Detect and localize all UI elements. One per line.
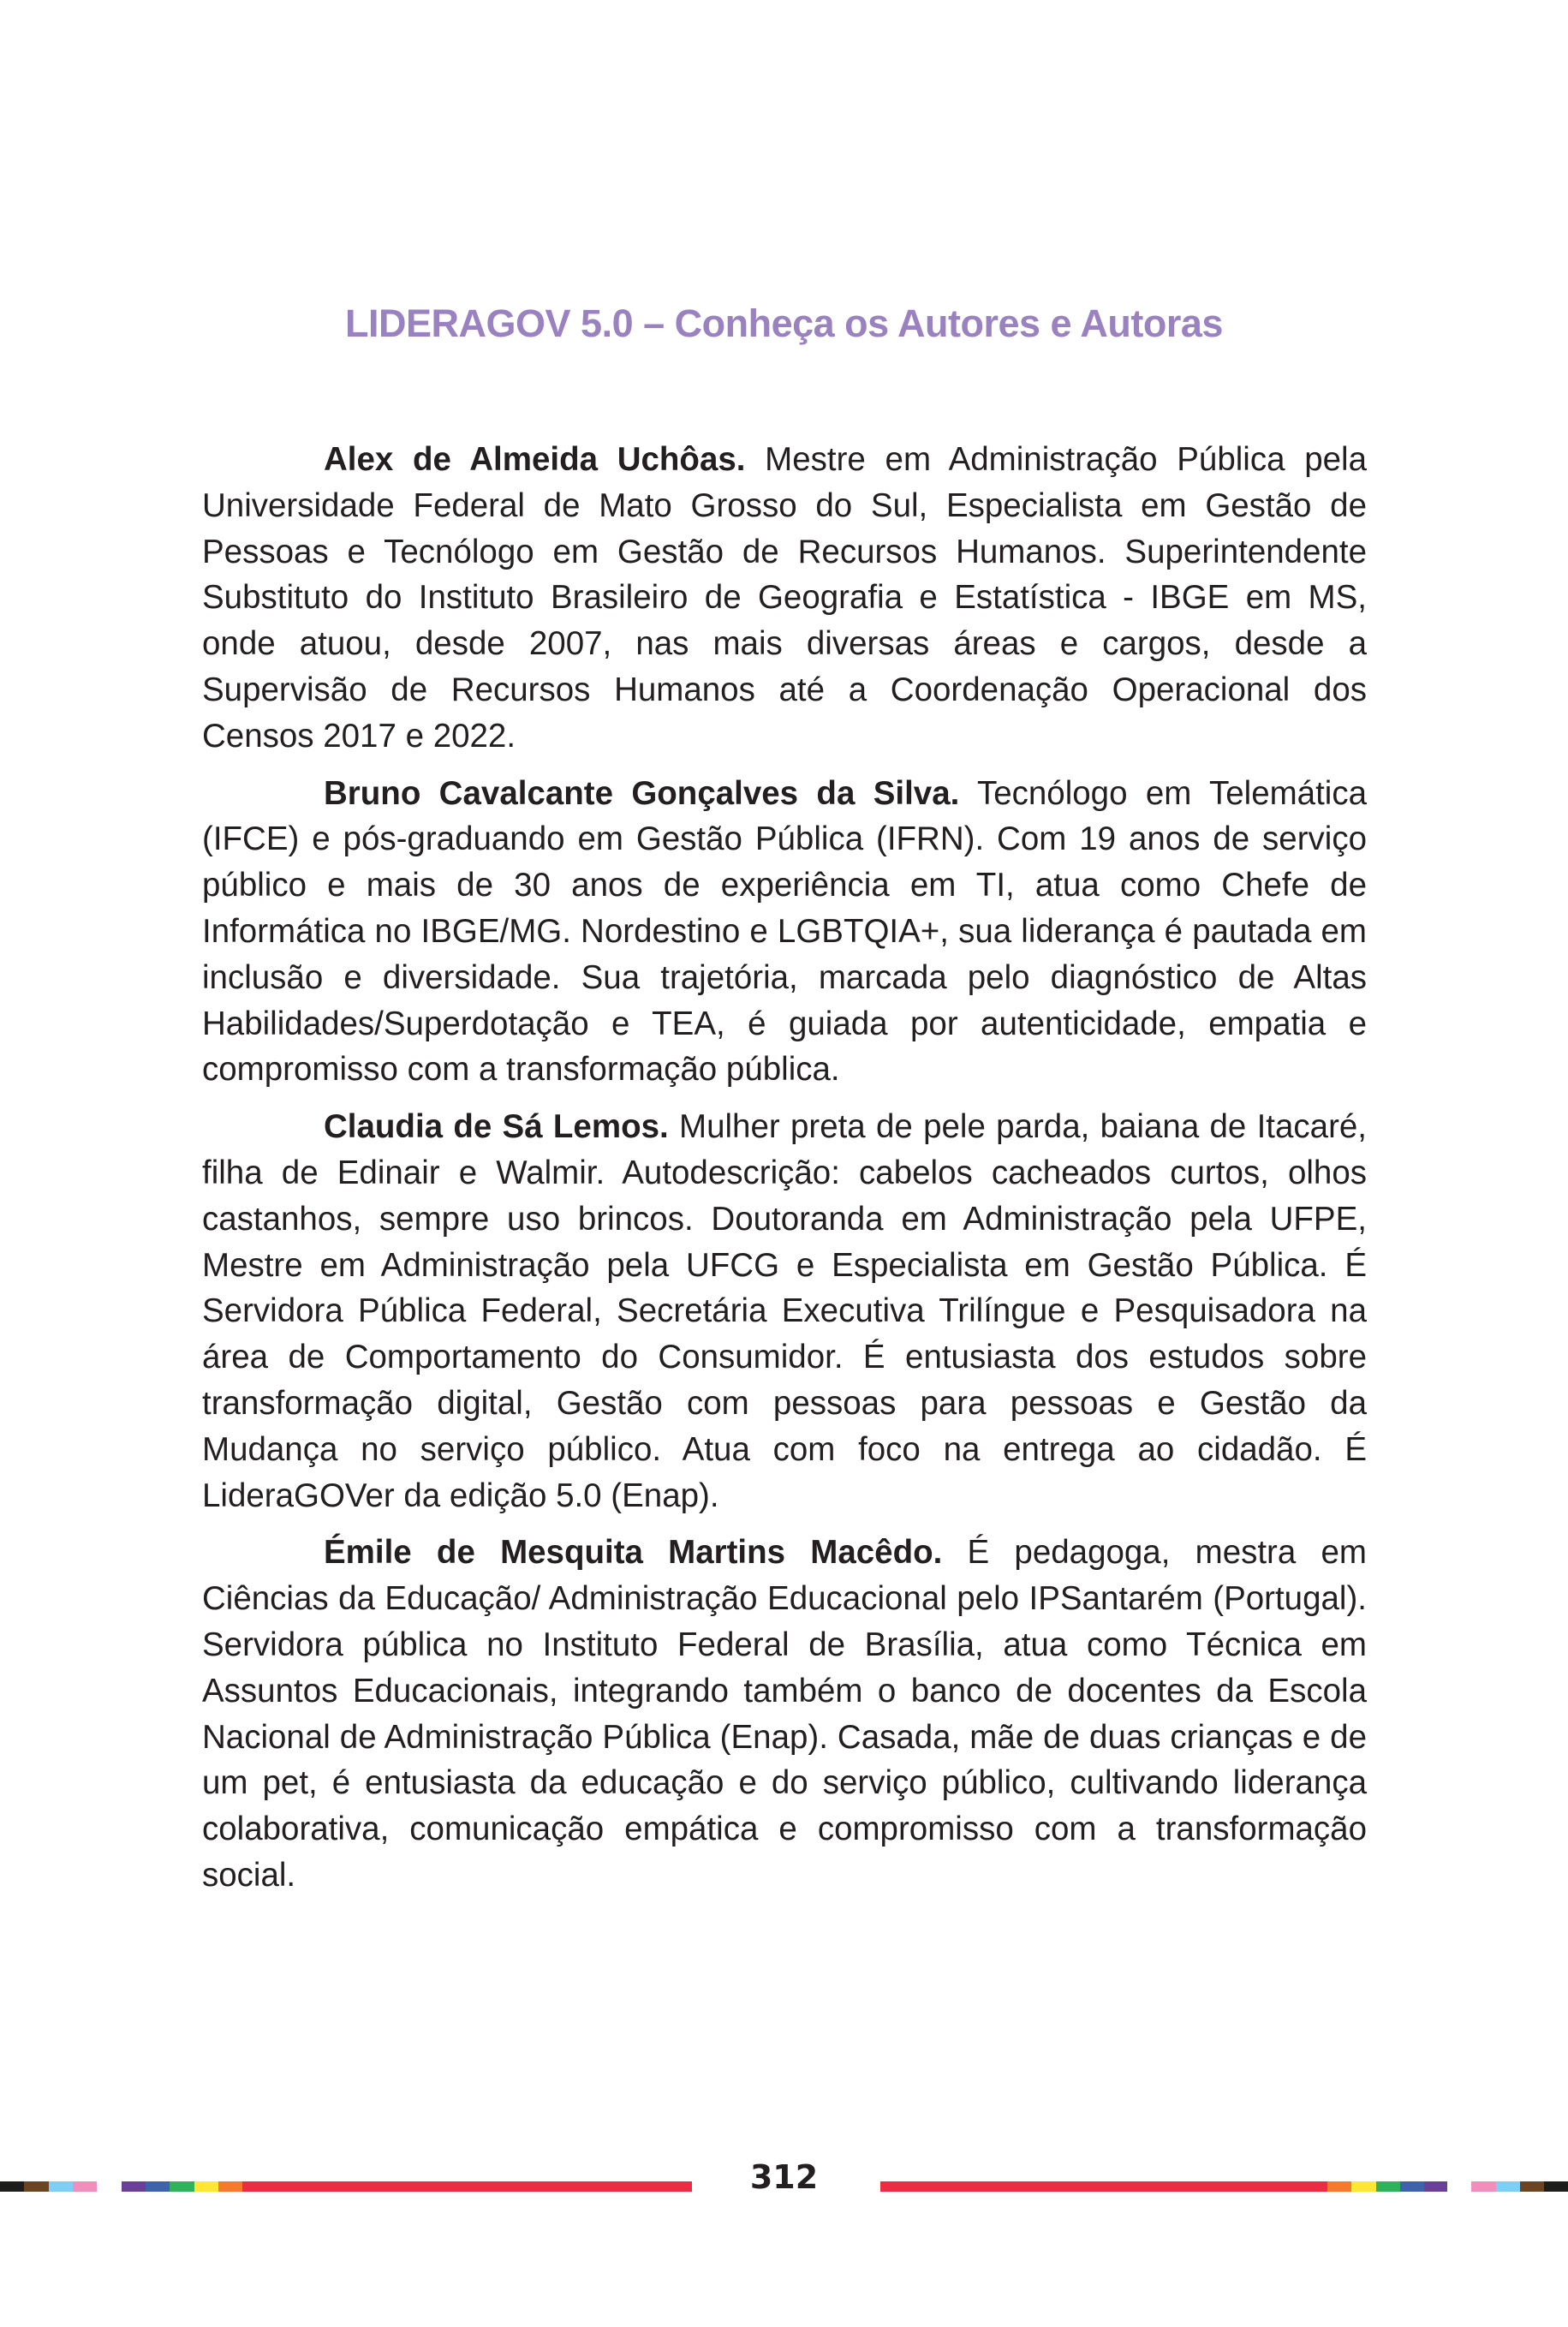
author-name: Alex de Almeida Uchôas. (324, 441, 746, 478)
page-number: 312 (749, 2158, 819, 2196)
author-description: Tecnólogo em Telemática (IFCE) e pós-graduando em Gestão Pública (IFRN). Com 19 anos de serviço público e mais de 30 anos de experiência em TI, atua como Chefe de Informática no IBGE/MG. Nordestino e LGBTQIA+, sua liderança é pautada em inclusão e diversidade. Sua trajetória, marcada pelo diagnóstico de Altas Habilidades/Superdotação e TEA, é guiada por autenticidade, empatia e compromisso com a transformação pública. (202, 774, 1367, 1089)
author-bios (202, 437, 1367, 1910)
author-bio (202, 771, 1367, 1094)
author-description: Mestre em Administração Pública pela Universidade Federal de Mato Grosso do Sul, Especialista em Gestão de Pessoas e Tecnólogo em Gestão de Recursos Humanos. Superintendente Substituto do Instituto Brasileiro de Geografia e Estatística - IBGE em MS, onde atuou, desde 2007, nas mais diversas áreas e cargos, desde a Supervisão de Recursos Humanos até a Coordenação Operacional dos Censos 2017 e 2022. (202, 441, 1367, 755)
author-description: É pedagoga, mestra em Ciências da Educação/ Administração Educacional pelo IPSantarém (Portugal). Servidora pública no Instituto Federal de Brasília, atua como Técnica em Assuntos Educacionais, integrando também o banco de docentes da Escola Nacional de Administração Pública (Enap). Casada, mãe de duas crianças e de um pet, é entusiasta da educação e do serviço público, cultivando liderança colaborativa, comunicação empática e compromisso com a transformação social. (202, 1534, 1367, 1894)
stripe-black (1544, 2181, 1568, 2192)
stripe-yellow (1351, 2181, 1376, 2192)
stripe-orange (1327, 2181, 1351, 2192)
author-description: Mulher preta de pele parda, baiana de Itacaré, filha de Edinair e Walmir. Autodescrição: cabelos cacheados curtos, olhos castanhos, sempre uso brincos. Doutoranda em Administração pela UFPE, Mestre em Administração pela UFCG e Especialista em Gestão Pública. É Servidora Pública Federal, Secretária Executiva Trilíngue e Pesquisadora na área de Comportamento do Consumidor. É entusiasta dos estudos sobre transformação digital, Gestão com pessoas para pessoas e Gestão da Mudança no serviço público. Atua com foco na entrega ao cidadão. É LideraGOVer da edição 5.0 (Enap). (202, 1108, 1368, 1514)
stripe-light-blue (1496, 2181, 1520, 2192)
author-bio (202, 1530, 1367, 1898)
stripe-purple (1424, 2181, 1447, 2192)
stripe-pink (1471, 2181, 1496, 2192)
stripe-blue (1400, 2181, 1424, 2192)
author-name: Bruno Cavalcante Gonçalves da Silva. (324, 774, 960, 812)
page-title: LIDERAGOV 5.0 – Conheça os Autores e Autoras (345, 301, 1223, 345)
author-name: Claudia de Sá Lemos. (324, 1108, 669, 1146)
author-name: Émile de Mesquita Martins Macêdo. (324, 1534, 943, 1572)
stripe-green (1376, 2181, 1400, 2192)
stripe-brown (1520, 2181, 1544, 2192)
author-bio (202, 437, 1367, 760)
stripe-red (880, 2181, 1327, 2192)
author-bio (202, 1104, 1367, 1519)
